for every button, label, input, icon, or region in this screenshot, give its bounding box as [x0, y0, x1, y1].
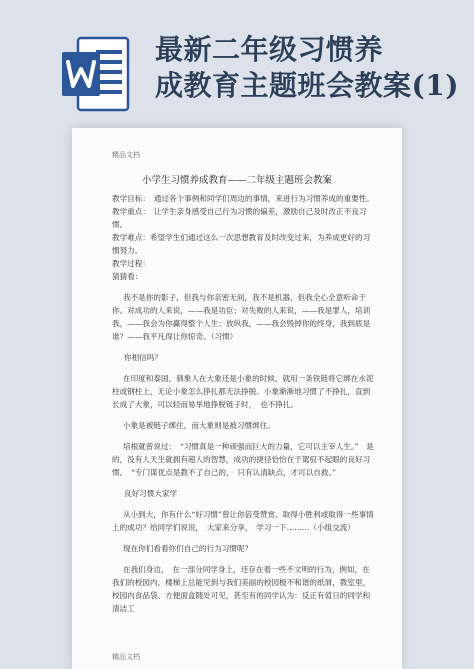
- banner-title-line-1: 最新二年级习惯养: [155, 33, 384, 66]
- page-footer: 精品文档: [112, 653, 140, 661]
- document-body: [112, 192, 377, 615]
- paragraph-difficulty: 教学难点：希望学生们通过这么一次思想教育及时改变过来，为养成更好的习惯努力。: [112, 233, 371, 255]
- paragraph-around: 在我们身边， 在一部分同学身上，还存在着一些不文明的行为，例如，在我们的校园内、楼梯上总能见到与我们美丽的校园极不和谐的纸屑，教室里，校园内食品袋、方便面盒随处可见，甚至有的同学认为：反正有值日的同学和清洁工: [112, 565, 371, 613]
- document-title: 小学生习惯养成教育——二年级主题班会教案: [141, 175, 332, 186]
- paragraph-good-habits: 良好习惯大家学: [124, 489, 178, 498]
- paragraph-look: 现在你们看看你们自己的行为习惯呢？: [123, 544, 253, 553]
- paragraph-riddle: 我不是你的影子，但我与你亲密无间，我不是机器，但我全心全意听命于你。对成功的人来说，——我是功臣；对失败的人来说，——我是罪人，培训我，——我会为你赢得整个人生；放纵我，——我会毁掉你的终身，我到底是谁？——我平凡得让你惊奇。（习惯）: [112, 293, 371, 341]
- paragraph-guess: 猜猜看：: [112, 272, 143, 281]
- document-page: [72, 128, 402, 669]
- paragraph-believe: 你相信吗？: [124, 353, 162, 362]
- title-banner: [0, 0, 474, 128]
- banner-title-line-2: 成教育主题班会教案(1): [155, 69, 459, 102]
- paragraph-chain: 小象是被链子绑住，而大象则是被习惯绑住。: [123, 421, 275, 430]
- word-document-icon: [60, 36, 132, 112]
- paragraph-share: 从小到大，你有什么“好习惯”曾让你倍受赞赏、取得小胜利或取得一些事情上的成功？给同学们说说， 大家来分享， 学习一下………（小组交流）: [112, 510, 374, 532]
- page-header: 精品文档: [112, 151, 140, 159]
- paragraph-process: 教学过程：: [112, 259, 150, 268]
- paragraph-bacon: 培根就曾说过： “习惯真是一种顽强而巨大的力量，它可以主宰人生。” 是的，没有人天生就拥有超人的智慧，成功的捷径恰恰在于駕驭不起眼的良好习惯。 “专门谋优点是教不了自己的， 只有认清缺点，才可以自救。”: [112, 442, 374, 477]
- paragraph-goal: 教学目标： 通过各个事例和同学们周边的事情，来进行为习惯养成的重要性。: [112, 194, 374, 203]
- paragraph-focus: 教学重点： 让学生亲身感受自己行为习惯的偏差，激励自己及时改正不良习惯。: [112, 207, 367, 229]
- paragraph-elephant: 在印度和泰国，驯象人在大象还是小象的时候，就用一条铁链将它绑在水泥柱或钢柱上，无论小象怎么挣扎都无法挣脱。小象渐渐地习惯了不挣扎，直到长成了大象，可以轻而易举地挣脱链子时， 也不挣扎。: [112, 374, 374, 409]
